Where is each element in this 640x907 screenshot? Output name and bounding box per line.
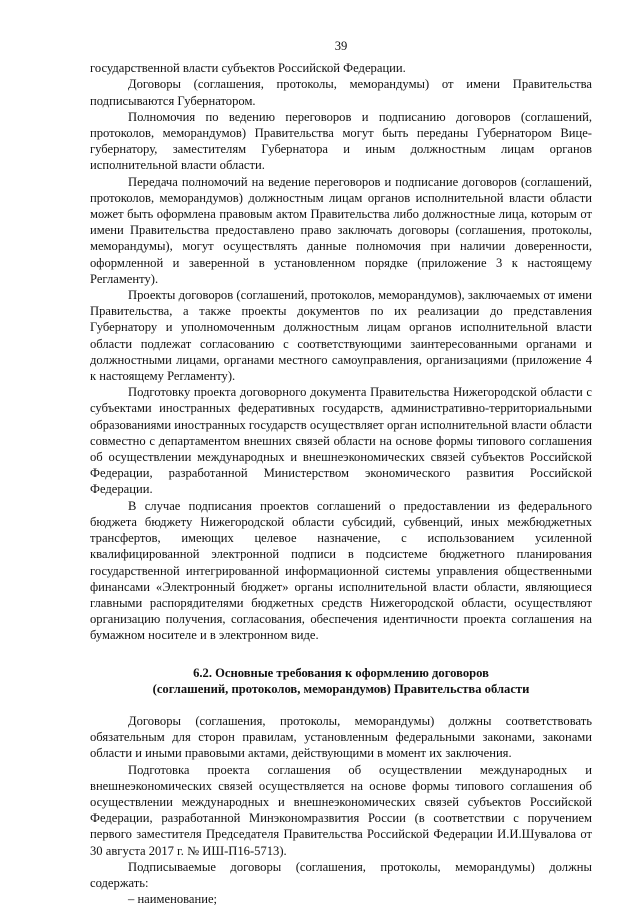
paragraph: Передача полномочий на ведение переговоров и подписание договоров (соглашений, протоколов, меморандумов) должностным лицам органов исполнительной власти области может быть оформлена правовым актом Правительства либо должностные лица, которым от имени Правительства предоставлено право заключать договоры (соглашения, протоколы, меморандумы), могут осуществлять данные полномочия при наличии доверенности, оформленной и заверенной в установленном порядке (приложение 3 к настоящему Регламенту). (90, 174, 592, 286)
paragraph: государственной власти субъектов Российской Федерации. (90, 61, 406, 76)
body-after (90, 713, 592, 907)
body-before (90, 60, 592, 643)
section-heading (90, 665, 592, 697)
paragraph: Договоры (соглашения, протоколы, меморандумы) от имени Правительства подписываются Губернатором. (90, 77, 592, 108)
paragraph: Подготовка проекта соглашения об осуществлении международных и внешнеэкономических связей осуществляется на основе формы типового соглашения об осуществлении международных и внешнеэкономических связей субъектов Российской Федерации, разработанной Минэкономразвития России (в соответствии с поручением первого заместителя Председателя Правительства Российской Федерации И.И.Шувалова от 30 августа 2017 г. № ИШ-П16-5713). (90, 762, 592, 858)
list-item: – наименование; (128, 892, 218, 907)
paragraph: В случае подписания проектов соглашений о предоставлении из федерального бюджета бюджету Нижегородской области субсидий, субвенций, иных межбюджетных трансфертов, имеющих целевое назначение, с использованием усиленной квалифицированной электронной подписи в подсистеме бюджетного планирования государственной интегрированной информационной системы управления общественными финансами «Электронный бюджет» органы исполнительной власти области, являющиеся главными распорядителями бюджетных средств Нижегородской области, осуществляют организацию получения, согласования, обеспечения идентичности проекта соглашения на бумажном носителе и в электронном виде. (90, 498, 592, 643)
paragraph: Подготовку проекта договорного документа Правительства Нижегородской области с субъектами иностранных федеративных государств, административно-территориальными образованиями иностранных государств осуществляет орган исполнительной власти области совместно с департаментом внешних связей области на основе формы типового соглашения об осуществлении международных и внешнеэкономических связей субъектов Российской Федерации, разработанной Министерством экономического развития Российской Федерации. (90, 385, 592, 497)
section-heading-line: (соглашений, протоколов, меморандумов) Правительства области (152, 681, 530, 696)
page-number: 39 (334, 39, 348, 53)
paragraph: Договоры (соглашения, протоколы, меморандумы) должны соответствовать обязательным для сторон правилам, установленным федеральными законами, законами области и иными правовыми актами, действующими в момент их заключения. (90, 713, 592, 761)
paragraph: Проекты договоров (соглашений, протоколов, меморандумов), заключаемых от имени Правительства, а также проекты документов по их реализации до представления Губернатору и уполномоченным должностным лицам органов исполнительной власти области подлежат согласованию с соответствующими заинтересованными органами и должностными лицами, органами местного самоуправления, организациями (приложение 4 к настоящему Регламенту). (90, 288, 592, 384)
section-heading-line: 6.2. Основные требования к оформлению договоров (193, 665, 489, 680)
paragraph: Полномочия по ведению переговоров и подписанию договоров (соглашений, протоколов, меморандумов) Правительства могут быть переданы Губернатором Вице-губернатору, заместителям Губернатора и иным должностным лицам органов исполнительной власти области. (90, 109, 592, 173)
paragraph: Подписываемые договоры (соглашения, протоколы, меморандумы) должны содержать: (90, 859, 592, 890)
